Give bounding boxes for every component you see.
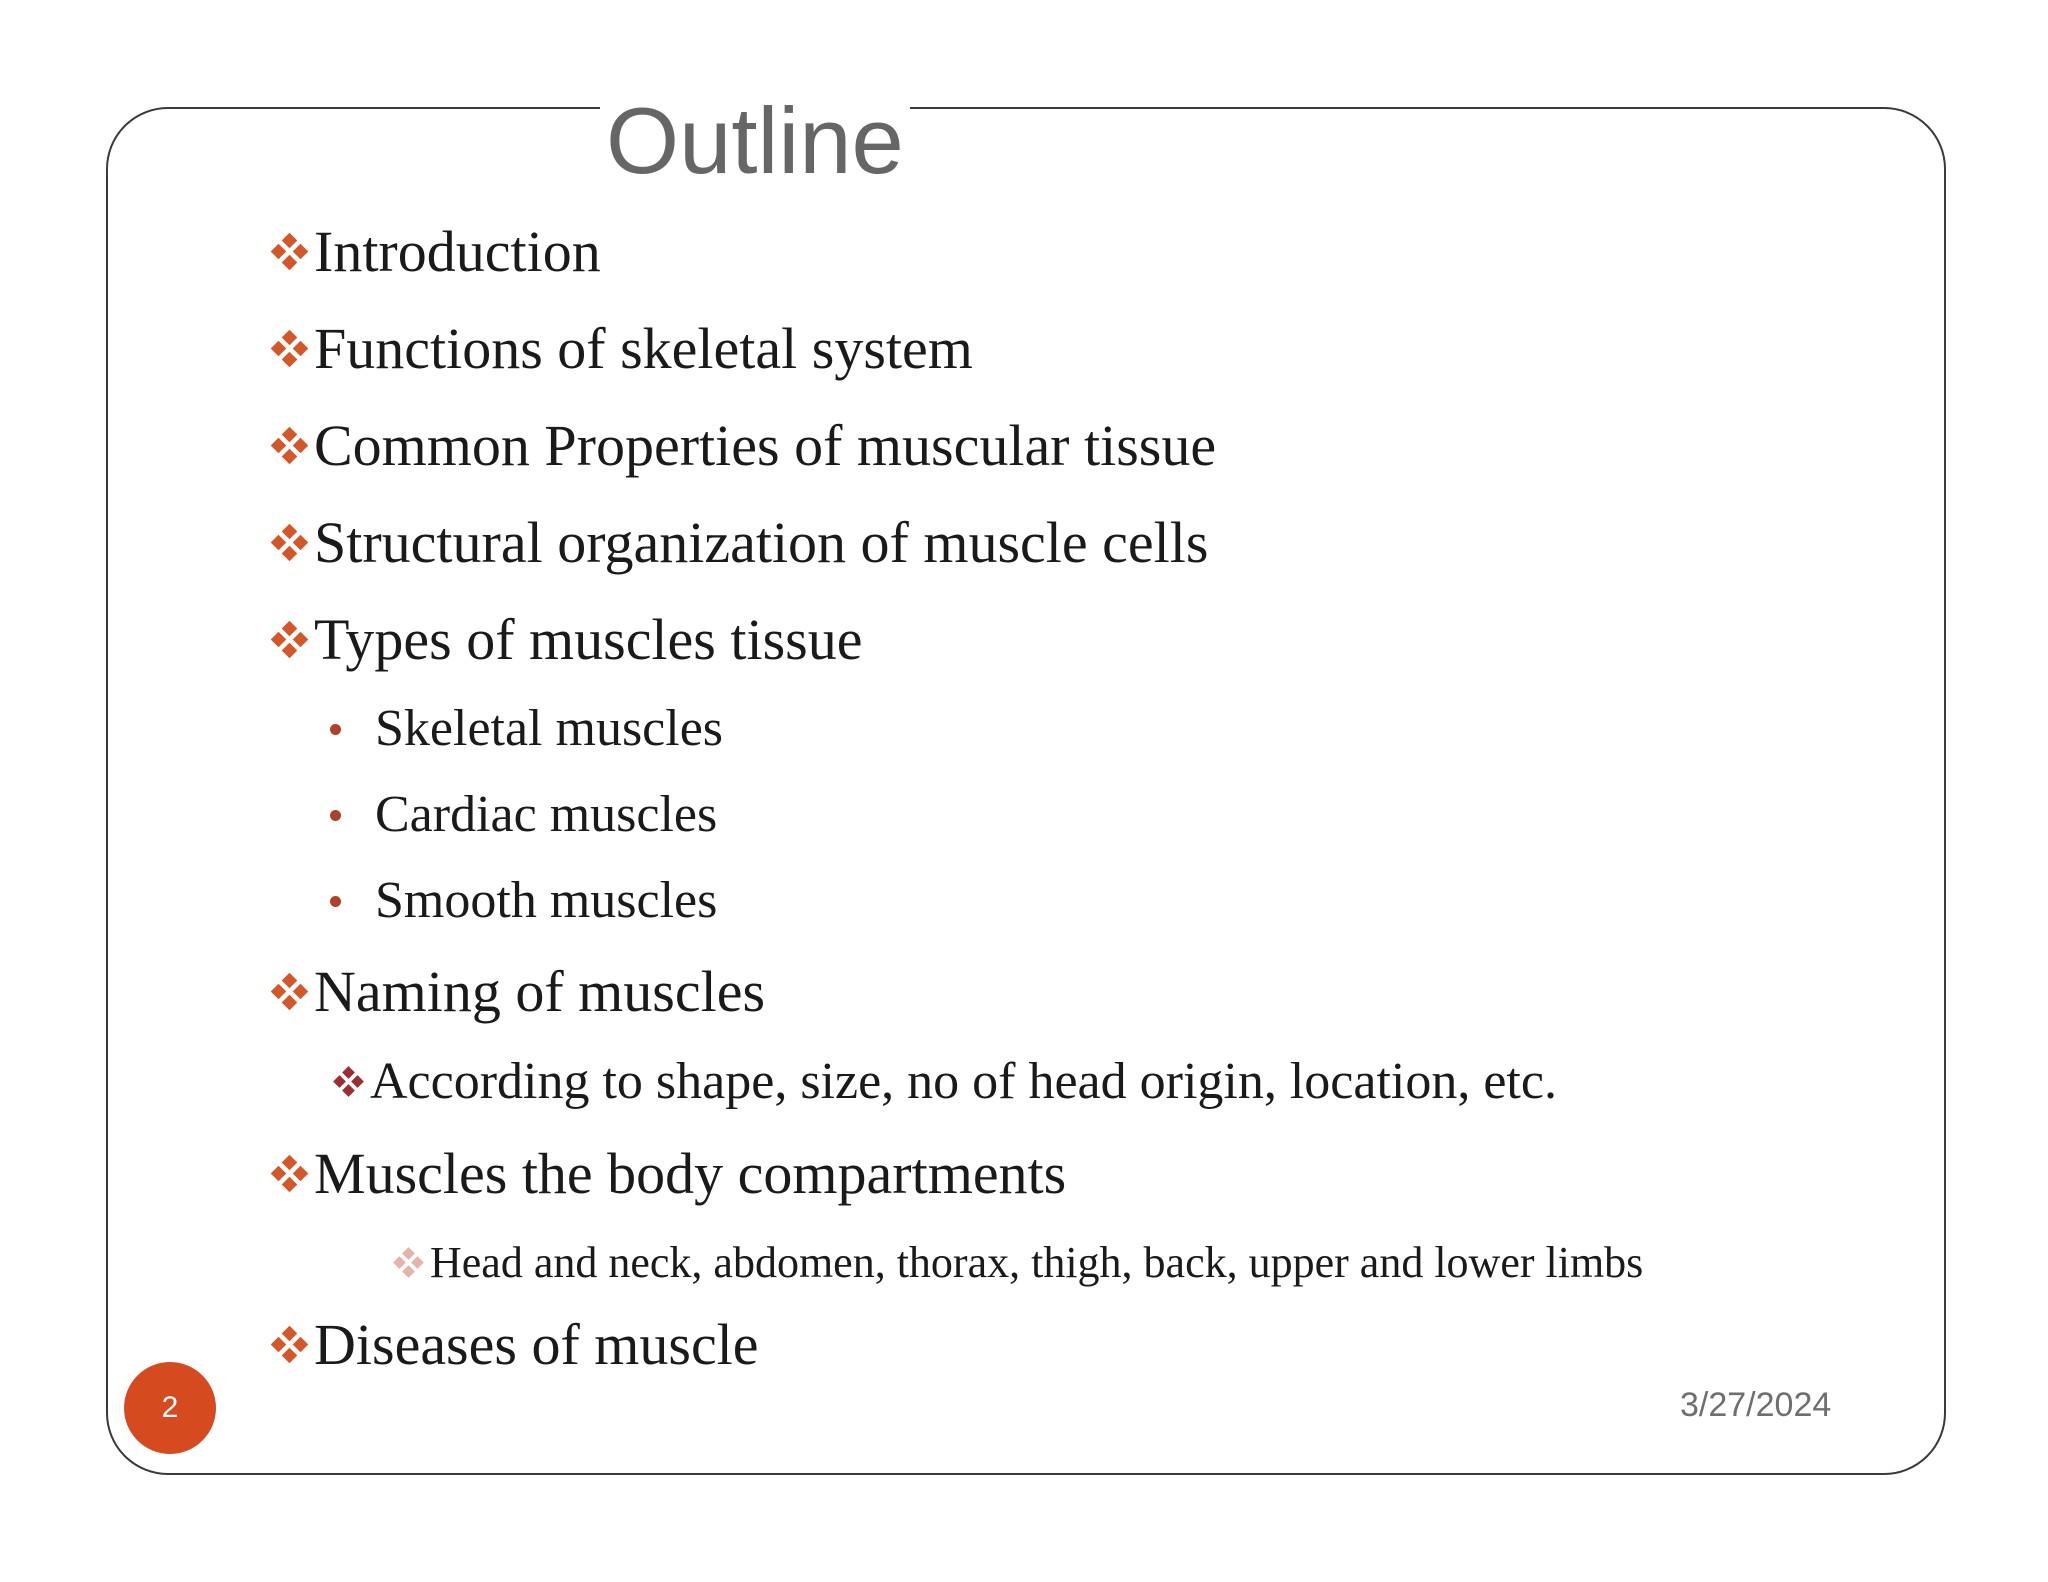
round-dot-bullet-icon [330,810,341,821]
four-diamond-bullet-icon [270,329,310,369]
outline-item-introduction [270,217,601,287]
outline-subitem-cardiac [330,783,717,847]
four-diamond-bullet-icon [270,620,310,660]
four-diamond-bullet-icon [332,1065,366,1099]
outline-subitem-label: Smooth muscles [375,872,718,929]
outline-subitem-label: Skeletal muscles [375,700,724,757]
four-diamond-bullet-icon [392,1246,426,1280]
outline-item-properties [270,411,1216,481]
outline-subitem-naming-criteria [332,1050,1557,1114]
outline-item-functions [270,314,973,384]
four-diamond-bullet-icon [270,1325,310,1365]
slide-date: 3/27/2024 [1680,1386,1832,1424]
outline-item-label: Naming of muscles [314,959,766,1024]
slide-title: Outline [600,86,910,196]
outline-subitem-label: Head and neck, abdomen, thorax, thigh, back, upper and lower limbs [430,1238,1644,1287]
outline-item-types [270,605,862,675]
outline-subitem-skeletal [330,697,723,761]
outline-item-label: Structural organization of muscle cells [314,510,1209,575]
outline-item-label: Common Properties of muscular tissue [314,413,1217,478]
four-diamond-bullet-icon [270,972,310,1012]
round-dot-bullet-icon [330,896,341,907]
outline-subitem-label: According to shape, size, no of head origin, location, etc. [370,1053,1557,1110]
outline-item-compartments [270,1139,1066,1209]
four-diamond-bullet-icon [270,1154,310,1194]
outline-item-naming [270,957,765,1027]
outline-item-label: Muscles the body compartments [314,1141,1067,1206]
four-diamond-bullet-icon [270,232,310,272]
round-dot-bullet-icon [330,724,341,735]
outline-item-label: Diseases of muscle [314,1312,759,1377]
outline-item-label: Types of muscles tissue [314,607,863,672]
four-diamond-bullet-icon [270,523,310,563]
outline-item-structural [270,508,1208,578]
slide-number-badge: 2 [124,1362,216,1454]
outline-subitem-compartments-list [392,1235,1643,1291]
outline-item-label: Functions of skeletal system [314,316,973,381]
outline-subitem-label: Cardiac muscles [375,786,718,843]
four-diamond-bullet-icon [270,426,310,466]
outline-item-label: Introduction [314,219,601,284]
outline-subitem-smooth [330,869,717,933]
outline-item-diseases [270,1310,759,1380]
